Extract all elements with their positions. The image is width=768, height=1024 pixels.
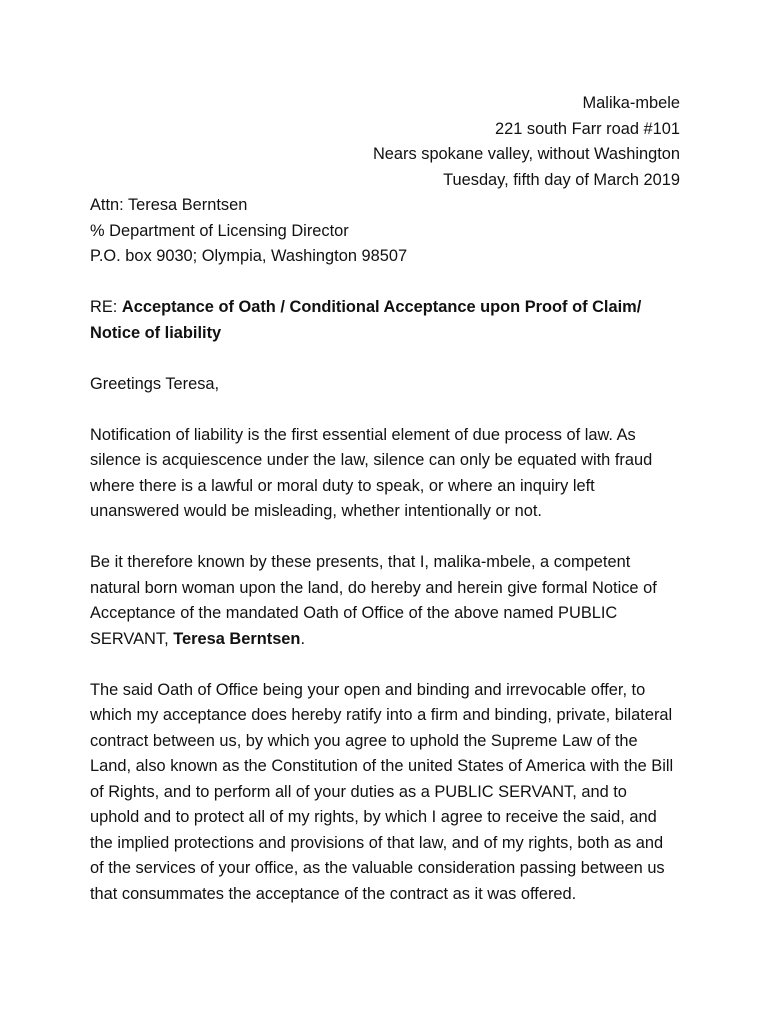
sender-address-line2: Nears spokane valley, without Washington [372, 145, 680, 163]
sender-name: Malika-mbele [582, 94, 680, 112]
sender-block [90, 91, 680, 193]
spacer [90, 652, 680, 678]
recipient-address: P.O. box 9030; Olympia, Washington 98507 [90, 247, 408, 265]
subject-title: Acceptance of Oath / Conditional Acceptance upon Proof of Claim/ Notice of liability [90, 298, 642, 342]
paragraph-notification: Notification of liability is the first essential element of due process of law. As silence is acquiescence under the law, silence can only be equated with fraud where there is a lawful or moral duty to speak, or where an inquiry left unanswered would be misleading, whether intentionally or not. [90, 425, 653, 520]
recipient-attn: Attn: Teresa Berntsen [90, 196, 248, 214]
paragraph-acceptance-end: . [300, 629, 306, 648]
paragraph-acceptance [90, 550, 680, 652]
spacer [90, 346, 680, 372]
spacer [90, 525, 680, 551]
letter-date: Tuesday, fifth day of March 2019 [443, 170, 680, 189]
subject-prefix: RE: [90, 298, 122, 316]
sender-address-line1: 221 south Farr road #101 [495, 119, 680, 138]
spacer [90, 397, 680, 423]
public-servant-name: Teresa Berntsen [173, 629, 301, 648]
spacer [90, 270, 680, 296]
paragraph-acceptance-text: Be it therefore known by these presents, that I, malika-mbele, a competent natural born woman upon the land, do hereby and herein give formal Notice of Acceptance of the mandated Oath of Office of the above named PUBLIC SERVANT, [90, 553, 657, 648]
paragraph-oath-of-office: The said Oath of Office being your open and binding and irrevocable offer, to which my acceptance does hereby ratify into a firm and binding, private, bilateral contract between us, by which you agree to uphold the Supreme Law of the Land, also known as the Constitution of the united States of America with the Bill of Rights, and to perform all of your duties as a PUBLIC SERVANT, and to uphold and to protect all of my rights, by which I agree to receive the said, and the implied protections and provisions of that law, and of my rights, both as and of the services of your office, as the valuable consideration passing between us that consummates the acceptance of the contract as it was offered. [90, 680, 674, 903]
letter-page [90, 91, 680, 907]
recipient-block [90, 193, 680, 270]
recipient-department: % Department of Licensing Director [90, 221, 349, 240]
subject-line [90, 295, 680, 346]
greeting: Greetings Teresa, [90, 374, 220, 393]
